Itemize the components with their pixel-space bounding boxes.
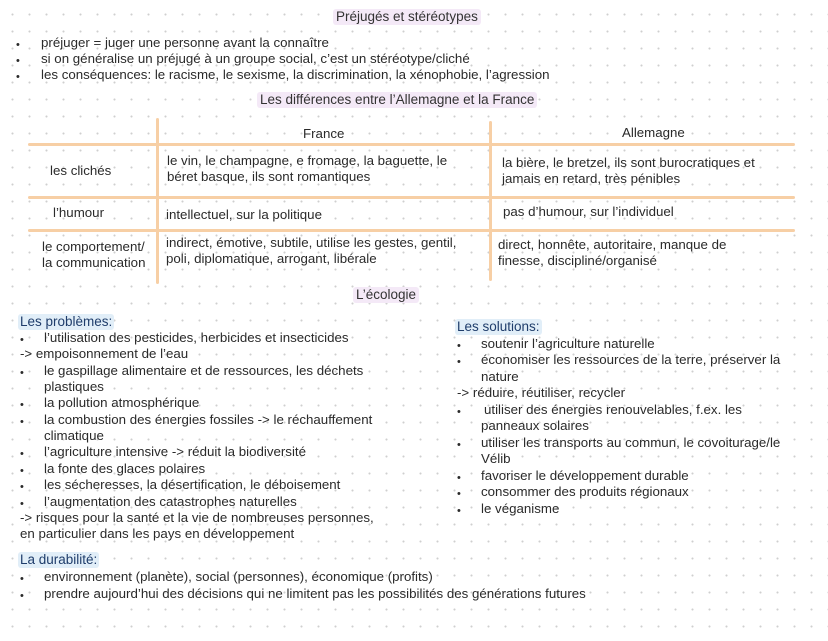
solution-line-3: nature	[481, 369, 519, 384]
solution-line-7: utiliser les transports au commun, le covoiturage/le	[481, 435, 781, 450]
bullet: •	[20, 399, 24, 411]
probleme-line-10: les sécheresses, la désertification, le déboisement	[44, 477, 341, 492]
probleme-line-1: l’utilisation des pesticides, herbicides et insecticides	[44, 330, 349, 345]
table-header-allemagne: Allemagne	[622, 125, 685, 140]
bullet: •	[457, 406, 461, 418]
cell-cliches-france-2: béret basque, ils sont romantiques	[167, 169, 371, 184]
solution-line-5: utiliser des énergies renouvelables, f.ex. les	[484, 402, 742, 417]
probleme-line-13: en particulier dans les pays en développement	[20, 526, 295, 541]
solution-line-8: Vélib	[481, 451, 511, 466]
table-row-divider-3	[28, 229, 795, 232]
durabilite-item-2: prendre aujourd’hui des décisions qui ne limitent pas les possibilités des générations futures	[44, 586, 586, 601]
bullet: •	[16, 39, 20, 51]
cell-comportement-allemagne-2: finesse, discipliné/organisé	[498, 253, 657, 268]
solution-line-2: économiser les ressources de la terre, préserver la	[481, 352, 781, 367]
table-header-france: France	[303, 126, 345, 141]
heading-solutions: Les solutions:	[457, 319, 540, 334]
bullet: •	[457, 340, 461, 352]
cell-comportement-allemagne-1: direct, honnête, autoritaire, manque de	[498, 237, 727, 252]
bullet: •	[20, 573, 24, 585]
solution-line-1: soutenir l’agriculture naturelle	[481, 336, 655, 351]
bullet: •	[20, 465, 24, 477]
probleme-line-12: -> risques pour la santé et la vie de nombreuses personnes,	[20, 510, 374, 525]
cell-cliches-allemagne-1: la bière, le bretzel, ils sont burocratiques et	[502, 155, 755, 170]
solution-line-6: panneaux solaires	[481, 418, 589, 433]
solution-line-10: consommer des produits régionaux	[481, 484, 689, 499]
probleme-line-8: l’agriculture intensive -> réduit la biodiversité	[44, 444, 307, 459]
bullet: •	[20, 367, 24, 379]
cell-cliches-france-1: le vin, le champagne, e fromage, la baguette, le	[167, 153, 448, 168]
row-label-cliches: les clichés	[50, 163, 112, 178]
solution-line-4: -> réduire, réutiliser, recycler	[457, 385, 626, 400]
bullet: •	[457, 472, 461, 484]
probleme-line-5: la pollution atmosphérique	[44, 395, 200, 410]
durabilite-item-1: environnement (planète), social (personnes), économique (profits)	[44, 569, 433, 584]
bullet: •	[20, 448, 24, 460]
cell-comportement-france-1: indirect, émotive, subtile, utilise les gestes, gentil,	[166, 235, 457, 250]
probleme-line-11: l’augmentation des catastrophes naturelles	[44, 494, 297, 509]
title-ecologie: L’écologie	[353, 287, 419, 303]
table-row-divider-1	[28, 143, 795, 146]
prejuges-item-2: si on généralise un préjugé à un groupe social, c’est un stéréotype/cliché	[41, 51, 470, 66]
probleme-line-2: -> empoisonnement de l’eau	[20, 346, 189, 361]
probleme-line-7: climatique	[44, 428, 104, 443]
probleme-line-4: plastiques	[44, 379, 104, 394]
row-label-humour: l’humour	[53, 205, 104, 220]
cell-cliches-allemagne-2: jamais en retard, très pénibles	[502, 171, 681, 186]
title-differences: Les différences entre l’Allemagne et la France	[257, 92, 537, 108]
prejuges-item-1: préjuger = juger une personne avant la connaître	[41, 35, 329, 50]
probleme-line-3: le gaspillage alimentaire et de ressources, les déchets	[44, 363, 364, 378]
bullet: •	[457, 439, 461, 451]
bullet: •	[16, 71, 20, 83]
prejuges-item-3: les conséquences: le racisme, le sexisme, la discrimination, la xénophobie, l’agression	[41, 67, 550, 82]
solution-line-9: favoriser le développement durable	[481, 468, 689, 483]
bullet: •	[20, 498, 24, 510]
bullet: •	[20, 416, 24, 428]
cell-humour-allemagne: pas d’humour, sur l’individuel	[503, 204, 674, 219]
cell-humour-france: intellectuel, sur la politique	[166, 207, 322, 222]
bullet: •	[20, 334, 24, 346]
row-label-comportement-2: la communication	[42, 255, 146, 270]
heading-durabilite: La durabilité:	[20, 552, 98, 567]
bullet: •	[20, 590, 24, 602]
bullet: •	[20, 481, 24, 493]
probleme-line-9: la fonte des glaces polaires	[44, 461, 206, 476]
bullet: •	[16, 55, 20, 67]
table-row-divider-2	[28, 196, 795, 199]
bullet: •	[457, 356, 461, 368]
cell-comportement-france-2: poli, diplomatique, arrogant, libérale	[166, 251, 377, 266]
title-prejuges: Préjugés et stéréotypes	[333, 9, 481, 25]
probleme-line-6: la combustion des énergies fossiles -> le réchauffement	[44, 412, 373, 427]
row-label-comportement-1: le comportement/	[42, 239, 145, 254]
heading-problemes: Les problèmes:	[20, 314, 113, 329]
bullet: •	[457, 505, 461, 517]
bullet: •	[457, 488, 461, 500]
solution-line-11: le véganisme	[481, 501, 560, 516]
